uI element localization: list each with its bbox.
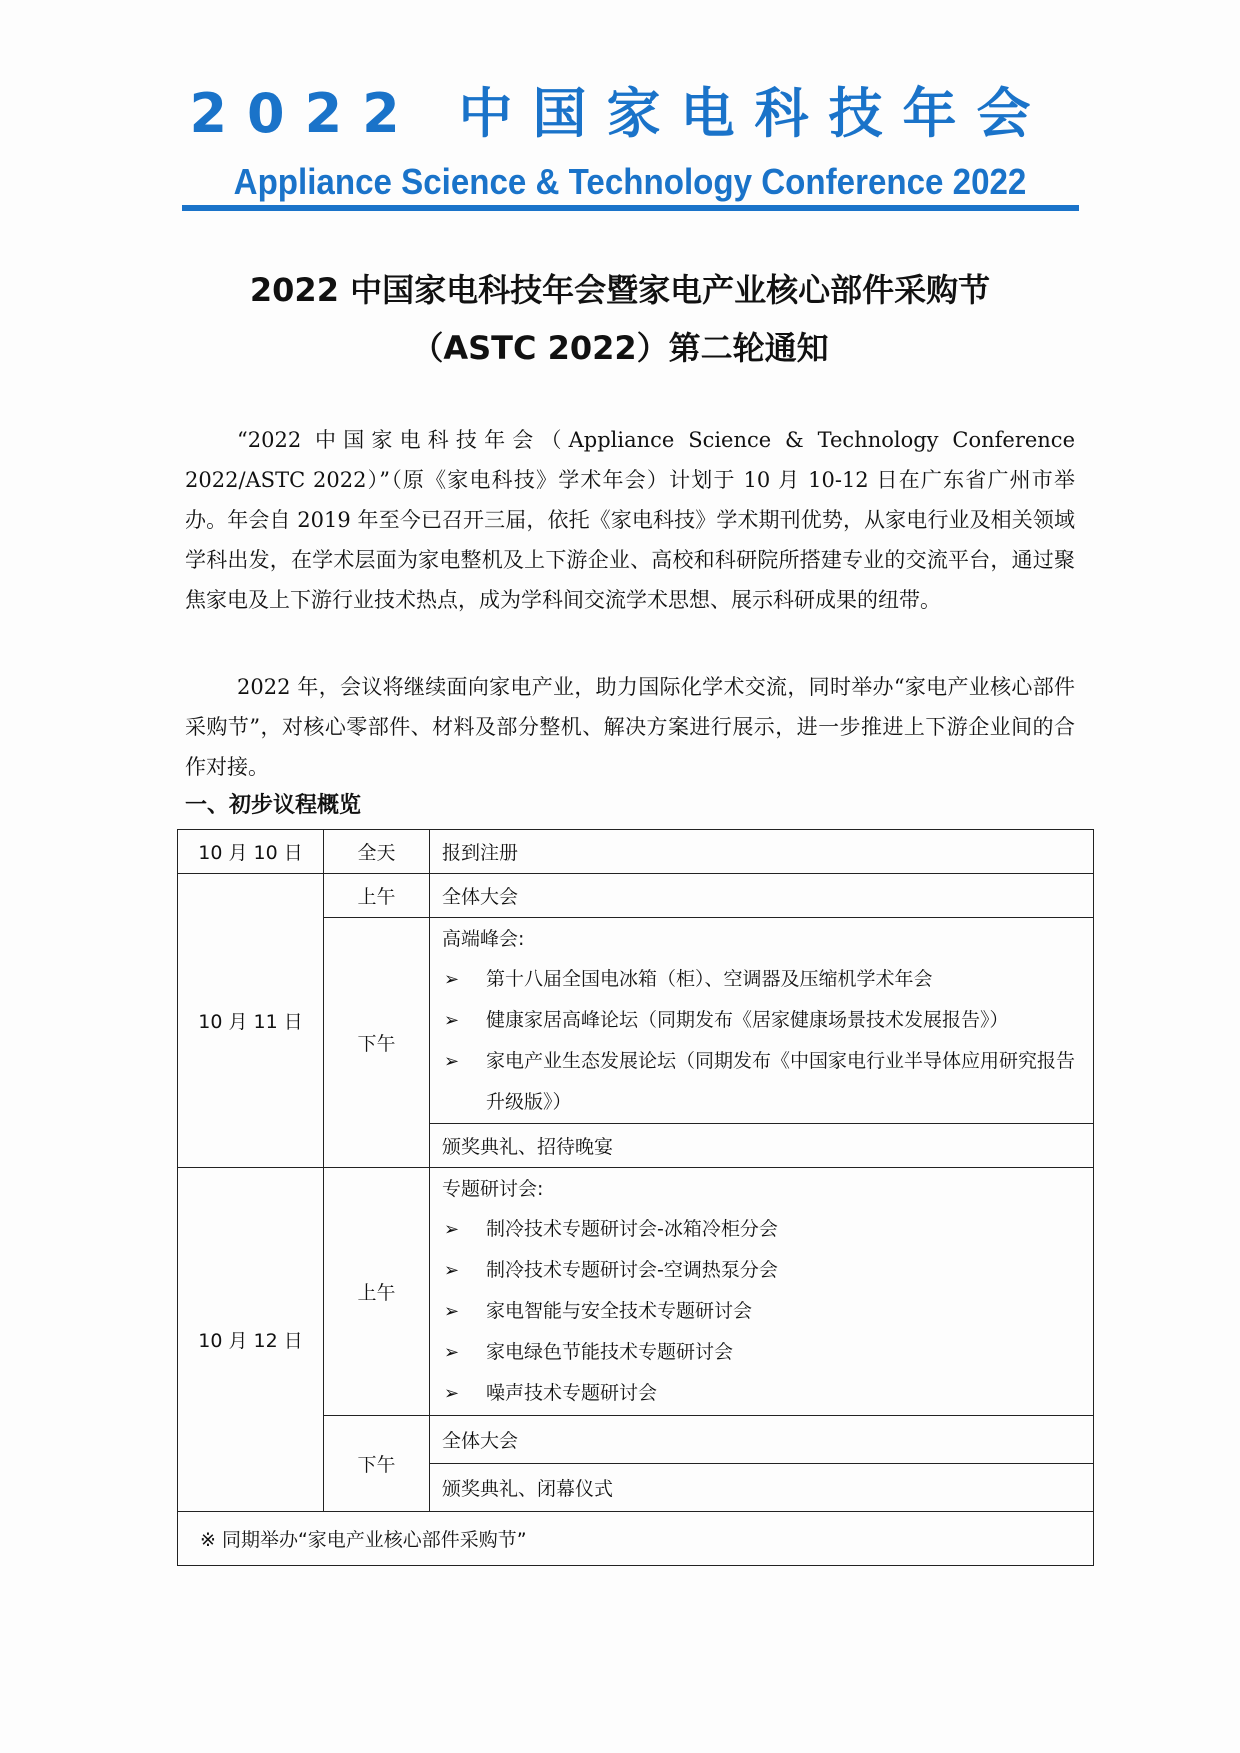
arrow-bullet-icon: ➢ (444, 968, 460, 990)
masthead-title-cn: 2022 中国家电科技年会 (189, 82, 1051, 145)
intro-paragraph: “2022 中国家电科技年会（Appliance Science & Technology Conference 2022/ASTC 2022）”（原《家电科技》学术年会）计划于 10 月 10-12 日在广东省广州市举办。年会自 2019 年至今已召开三届，依托《家电科技》学术期刊优势，从家电行业及相关领域学科出发，在学术层面为家电整机及上下游企业、高校和科研院所搭建专业的交流平台，通过聚焦家电及上下游行业技术热点，成为学科间交流学术思想、展示科研成果的纽带。 (185, 428, 1075, 612)
list-item (442, 1332, 1085, 1373)
arrow-bullet-icon: ➢ (444, 1260, 460, 1281)
agenda-date: 10 月 12 日 (178, 1168, 324, 1512)
agenda-slot: 下午 (324, 918, 430, 1168)
agenda-item: 颁奖典礼、招待晚宴 (430, 1124, 1094, 1168)
arrow-bullet-icon: ➢ (444, 1009, 460, 1031)
list-item-text: 噪声技术专题研讨会 (486, 1382, 658, 1404)
arrow-bullet-icon: ➢ (444, 1342, 460, 1363)
agenda-date: 10 月 10 日 (178, 830, 324, 874)
masthead-divider (182, 205, 1079, 211)
document-title-line1: 2022 中国家电科技年会暨家电产业核心部件采购节 (249, 271, 991, 309)
agenda-slot: 下午 (324, 1416, 430, 1512)
list-item-text: 家电绿色节能技术专题研讨会 (486, 1341, 734, 1363)
agenda-item: 全体大会 (430, 874, 1094, 918)
list-item (442, 1041, 1085, 1123)
list-item (442, 959, 1085, 1000)
agenda-item: 报到注册 (430, 830, 1094, 874)
list-item (442, 1250, 1085, 1291)
agenda-session-block (430, 1168, 1094, 1416)
agenda-slot: 上午 (324, 874, 430, 918)
session-heading: 高端峰会: (442, 927, 525, 950)
arrow-bullet-icon: ➢ (444, 1219, 460, 1240)
agenda-note-row (178, 1512, 1094, 1566)
agenda-table (177, 829, 1094, 1566)
agenda-row-day1 (178, 830, 1094, 874)
document-title-line2: （ASTC 2022）第二轮通知 (411, 329, 829, 367)
agenda-item: 颁奖典礼、闭幕仪式 (430, 1464, 1094, 1512)
agenda-row-day2-morning (178, 874, 1094, 918)
session-list (442, 959, 1085, 1123)
list-item-text: 第十八届全国电冰箱（柜）、空调器及压缩机学术年会 (486, 967, 933, 990)
agenda-slot: 上午 (324, 1168, 430, 1416)
list-item (442, 1000, 1085, 1041)
agenda-note: ※ 同期举办“家电产业核心部件采购节” (178, 1512, 1094, 1566)
list-item (442, 1209, 1085, 1250)
arrow-bullet-icon: ➢ (444, 1383, 460, 1404)
section-heading-agenda: 一、初步议程概览 (185, 793, 362, 818)
list-item-text: 家电智能与安全技术专题研讨会 (486, 1300, 753, 1322)
list-item (442, 1291, 1085, 1332)
list-item-text: 制冷技术专题研讨会-空调热泵分会 (486, 1259, 778, 1281)
arrow-bullet-icon: ➢ (444, 1050, 460, 1072)
second-paragraph: 2022 年，会议将继续面向家电产业，助力国际化学术交流，同时举办“家电产业核心部件采购节”，对核心零部件、材料及部分整机、解决方案进行展示，进一步推进上下游企业间的合作对接。 (185, 675, 1075, 779)
list-item-text: 制冷技术专题研讨会-冰箱冷柜分会 (486, 1218, 778, 1240)
arrow-bullet-icon: ➢ (444, 1301, 460, 1322)
agenda-session-block (430, 918, 1094, 1124)
session-heading: 专题研讨会: (442, 1178, 544, 1200)
session-list (442, 1209, 1085, 1414)
masthead-title-en: Appliance Science & Technology Conference 2022 (233, 161, 1027, 202)
agenda-slot: 全天 (324, 830, 430, 874)
list-item-text: 健康家居高峰论坛（同期发布《居家健康场景技术发展报告》） (486, 1008, 1009, 1031)
list-item (442, 1373, 1085, 1414)
list-item-text: 家电产业生态发展论坛（同期发布《中国家电行业半导体应用研究报告升级版》） (486, 1049, 1076, 1113)
agenda-row-day3-morning (178, 1168, 1094, 1416)
agenda-item: 全体大会 (430, 1416, 1094, 1464)
agenda-date: 10 月 11 日 (178, 874, 324, 1168)
